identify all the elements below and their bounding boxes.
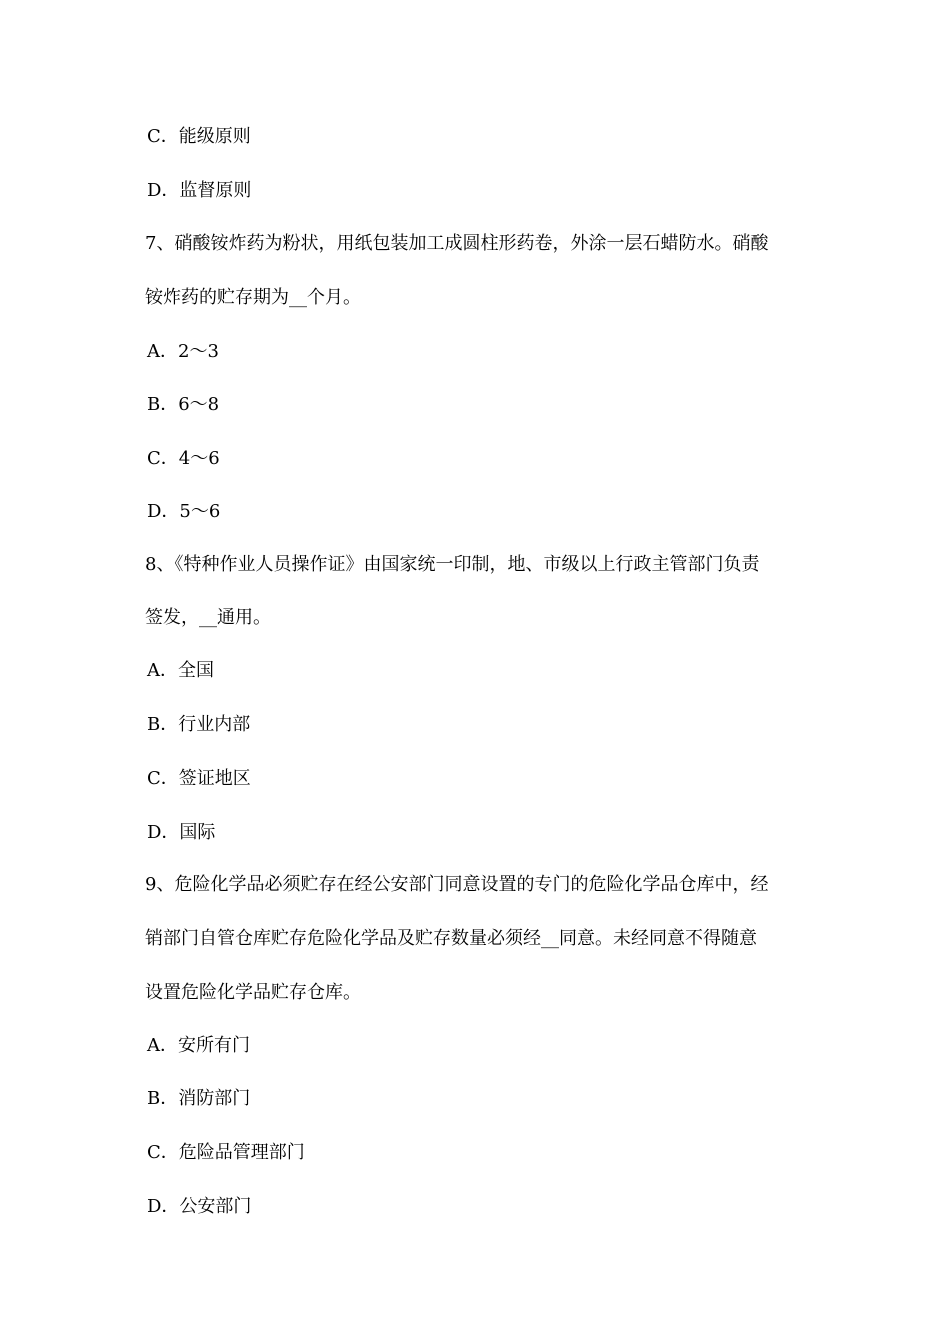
q6-option-d: D．监督原则: [147, 180, 252, 201]
q8-stem-line-1: 8、《特种作业人员操作证》由国家统一印制，地、市级以上行政主管部门负责: [145, 554, 760, 575]
q8-option-c: C．签证地区: [147, 768, 251, 789]
q9-option-b: B．消防部门: [147, 1088, 251, 1109]
q8-option-d: D．国际: [147, 822, 216, 843]
q7-option-a: A．2～3: [147, 341, 219, 362]
q7-stem-line-1: 7、硝酸铵炸药为粉状，用纸包装加工成圆柱形药卷，外涂一层石蜡防水。硝酸: [145, 233, 769, 254]
q7-option-d: D．5～6: [147, 501, 221, 522]
q8-stem-line-2: 签发，__通用。: [145, 607, 271, 628]
q9-stem-line-3: 设置危险化学品贮存仓库。: [145, 982, 361, 1003]
q9-option-a: A．安所有门: [147, 1035, 250, 1056]
q6-option-c: C．能级原则: [147, 126, 251, 147]
q7-option-b: B．6～8: [147, 394, 220, 415]
q9-option-c: C．危险品管理部门: [147, 1142, 305, 1163]
q7-stem-line-2: 铵炸药的贮存期为__个月。: [145, 287, 361, 308]
q9-stem-line-2: 销部门自管仓库贮存危险化学品及贮存数量必须经__同意。未经同意不得随意: [145, 928, 757, 949]
q8-option-b: B．行业内部: [147, 714, 251, 735]
q7-option-c: C．4～6: [147, 448, 220, 469]
q8-option-a: A．全国: [147, 660, 214, 681]
q9-stem-line-1: 9、危险化学品必须贮存在经公安部门同意设置的专门的危险化学品仓库中，经: [145, 874, 769, 895]
q9-option-d: D．公安部门: [147, 1196, 252, 1217]
